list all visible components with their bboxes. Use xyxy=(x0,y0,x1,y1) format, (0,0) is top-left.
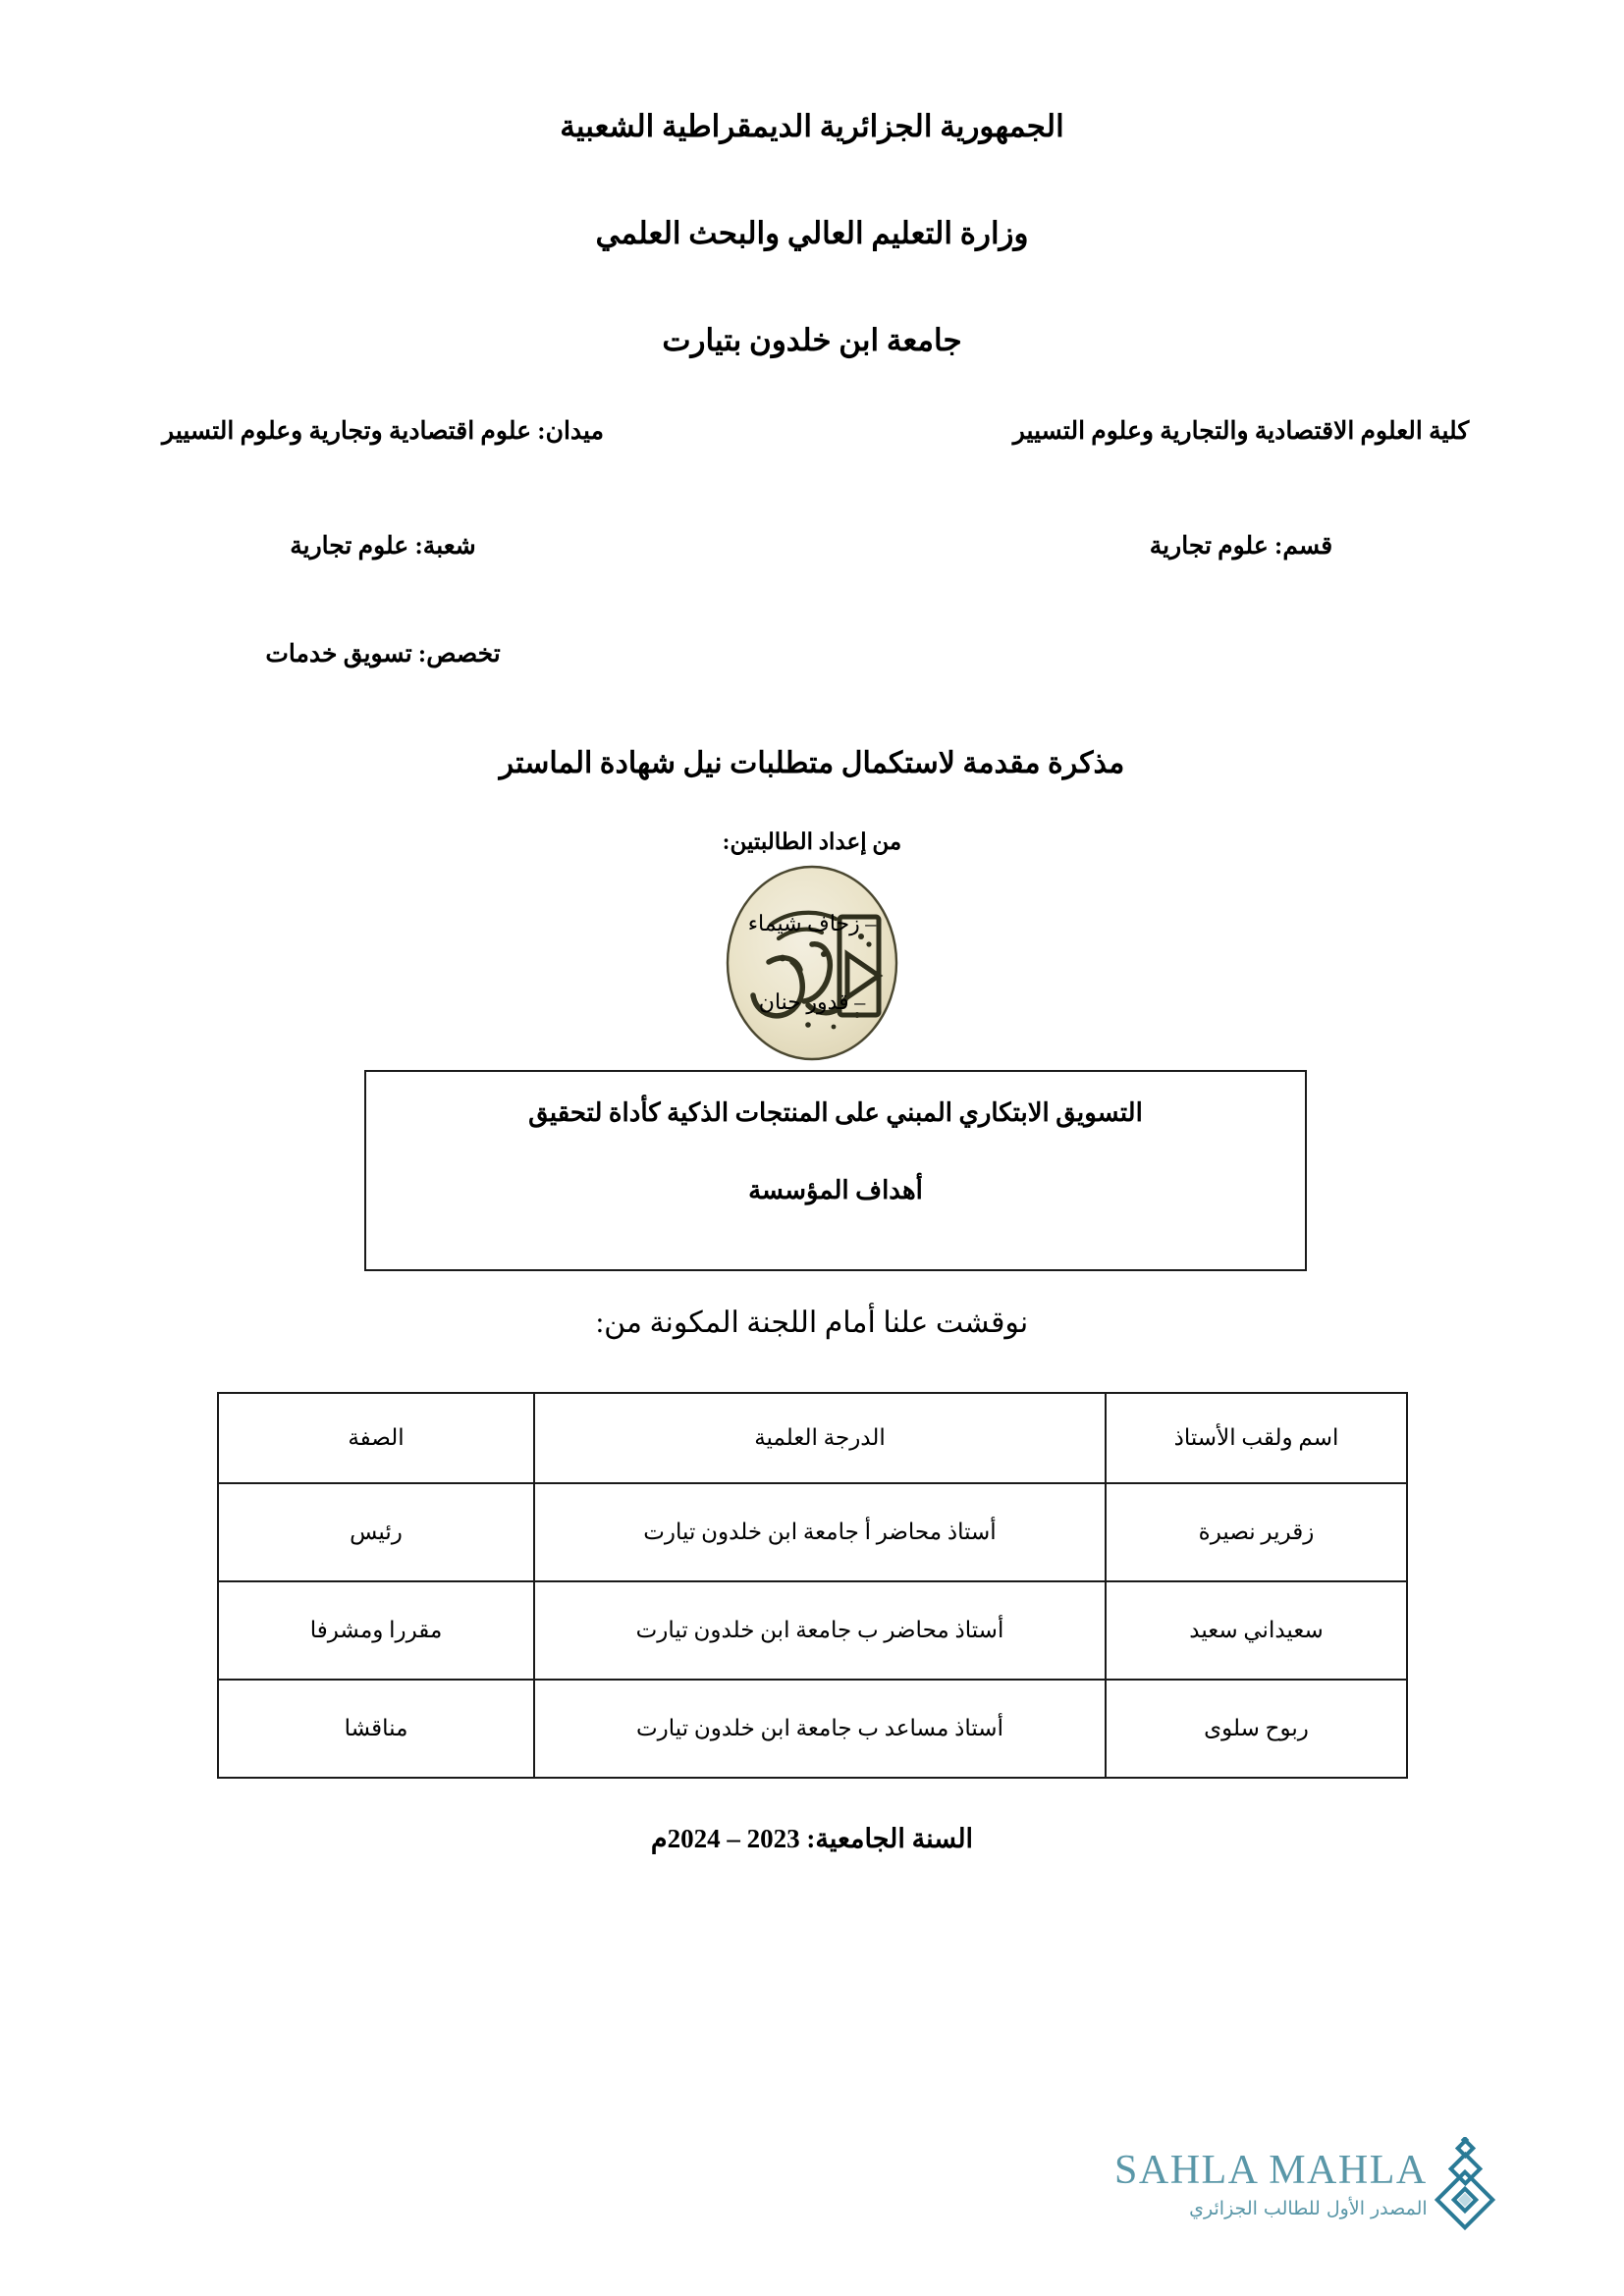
table-row xyxy=(218,1680,1407,1778)
defense-heading: نوقشت علنا أمام اللجنة المكونة من: xyxy=(595,1307,1029,1339)
thesis-title-line-2: أهداف المؤسسة xyxy=(748,1176,923,1205)
country-title: الجمهورية الجزائرية الديمقراطية الشعبية xyxy=(560,109,1064,143)
student-name-1: – زحاف شيماء xyxy=(747,911,877,935)
cell-professor-name: ربوح سلوى xyxy=(1106,1680,1407,1778)
column-header-degree: الدرجة العلمية xyxy=(534,1393,1106,1483)
faculty-label: كلية العلوم الاقتصادية والتجارية وعلوم التسيير xyxy=(1012,418,1470,445)
university-seal xyxy=(714,860,910,1066)
cell-committee-role: مقررا ومشرفا xyxy=(218,1581,534,1680)
memo-statement: مذكرة مقدمة لاستكمال متطلبات نيل شهادة الماستر xyxy=(499,747,1125,779)
affiliation-strip xyxy=(69,416,1555,667)
student-name-2: – قدور حنان xyxy=(758,989,866,1014)
cell-committee-role: مناقشا xyxy=(218,1680,534,1778)
table-row xyxy=(218,1581,1407,1680)
specialty-label: تخصص: تسويق خدمات xyxy=(265,640,501,667)
committee-table xyxy=(217,1392,1408,1779)
ministry-title: وزارة التعليم العالي والبحث العلمي xyxy=(595,216,1029,251)
thesis-title-line-1: التسويق الابتكاري المبني على المنتجات الذكية كأداة لتحقيق xyxy=(528,1098,1143,1127)
document-header xyxy=(0,108,1624,359)
watermark-brand-name: SAHLA MAHLA xyxy=(1114,2147,1428,2193)
column-header-role: الصفة xyxy=(218,1393,534,1483)
watermark-text-block xyxy=(1114,2147,1428,2219)
table-row xyxy=(218,1483,1407,1581)
prepared-by-label: من إعداد الطالبتين: xyxy=(722,829,902,854)
cell-academic-degree: أستاذ مساعد ب جامعة ابن خلدون تيارت xyxy=(534,1680,1106,1778)
branch-label: شعبة: علوم تجارية xyxy=(290,533,476,561)
affiliation-right-column xyxy=(927,416,1555,562)
department-label: قسم: علوم تجارية xyxy=(1149,533,1333,561)
university-seal-icon xyxy=(714,860,910,1066)
cell-academic-degree: أستاذ محاضر أ جامعة ابن خلدون تيارت xyxy=(534,1483,1106,1581)
cell-professor-name: زقرير نصيرة xyxy=(1106,1483,1407,1581)
university-title: جامعة ابن خلدون بتيارت xyxy=(662,323,962,358)
column-header-name: اسم ولقب الأستاذ xyxy=(1106,1393,1407,1483)
field-label: ميدان: علوم اقتصادية وتجارية وعلوم التسيير xyxy=(162,418,604,445)
thesis-title-box xyxy=(364,1070,1307,1271)
cell-professor-name: سعيداني سعيد xyxy=(1106,1581,1407,1680)
cell-committee-role: رئيس xyxy=(218,1483,534,1581)
watermark-tagline: المصدر الأول للطالب الجزائري xyxy=(1189,2197,1428,2219)
table-header-row xyxy=(218,1393,1407,1483)
cell-academic-degree: أستاذ محاضر ب جامعة ابن خلدون تيارت xyxy=(534,1581,1106,1680)
sahla-mahla-diamond-icon xyxy=(1428,2137,1504,2231)
academic-year-label: السنة الجامعية: 2023 – 2024م xyxy=(650,1824,974,1853)
affiliation-left-column xyxy=(69,416,697,669)
sahla-mahla-watermark xyxy=(1114,2125,1556,2243)
